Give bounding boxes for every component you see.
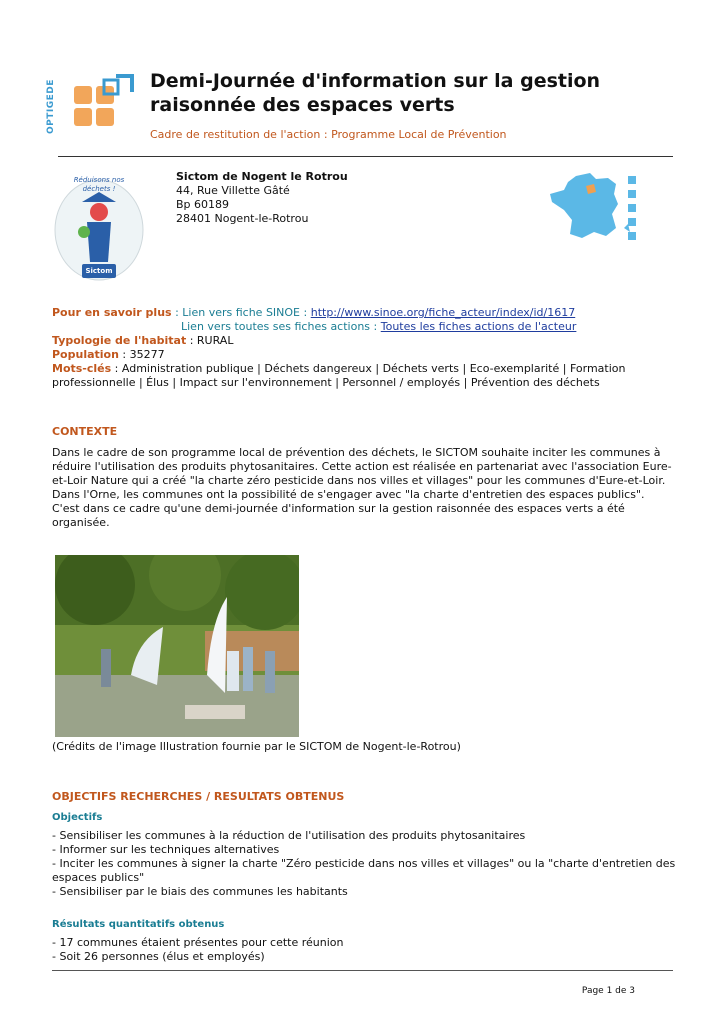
sinoe-link[interactable]: http://www.sinoe.org/fiche_acteur/index/id/1617	[310, 306, 576, 319]
optigede-logo-text: OPTIGEDE	[46, 79, 56, 134]
habitat-row	[52, 334, 677, 348]
population-label: Population	[52, 348, 119, 361]
contexte-text	[52, 446, 677, 530]
page-title-line1: Demi-Journée d'information sur la gestion	[150, 70, 601, 92]
org-address-line3: 28401 Nogent-le-Rotrou	[176, 212, 309, 225]
header-divider	[58, 156, 673, 157]
list-item: - 17 communes étaient présentes pour cette réunion	[52, 936, 344, 949]
illustration-photo	[55, 555, 299, 737]
contexte-paragraph-1: Dans le cadre de son programme local de prévention des déchets, le SICTOM souhaite inciter les communes à réduire l'utilisation des produits phytosanitaires. Cette action est réalisée en partenariat avec l'association Eure-et-Loir Nature qui a créé "la charte zéro pesticide dans nos villes et villages" pour les communes d'Eure-et-Loir. Dans l'Orne, les communes ont la possibilité de s'engager avec "la charte d'entretien des espaces publics".	[52, 446, 672, 501]
list-item: - Soit 26 personnes (élus et employés)	[52, 950, 265, 963]
population-value: : 35277	[118, 348, 165, 361]
objectifs-list	[52, 829, 677, 899]
list-item: - Informer sur les techniques alternatives	[52, 843, 280, 856]
page-title-line2: raisonnée des espaces verts	[150, 94, 455, 116]
org-address-line2: Bp 60189	[176, 198, 230, 211]
org-address	[176, 170, 348, 226]
sictom-logo-badge: Sictom	[85, 267, 113, 275]
objectifs-title: OBJECTIFS RECHERCHES / RESULTATS OBTENUS	[52, 790, 345, 803]
page-title	[150, 69, 710, 117]
actions-link-label: Lien vers toutes ses fiches actions :	[181, 320, 381, 333]
habitat-value: : RURAL	[186, 334, 234, 347]
keywords-label: Mots-clés	[52, 362, 112, 375]
more-info-label: Pour en savoir plus	[52, 306, 172, 319]
keywords-row	[52, 362, 677, 390]
france-map	[546, 170, 646, 246]
contexte-title: CONTEXTE	[52, 425, 118, 438]
population-row	[52, 348, 677, 362]
illustration-caption: (Crédits de l'image Illustration fournie par le SICTOM de Nogent-le-Rotrou)	[52, 740, 461, 753]
list-item: - Inciter les communes à signer la charte "Zéro pesticide dans nos villes et villages" ou la "charte d'entretien des espaces publics"	[52, 857, 676, 884]
sinoe-link-label: Lien vers fiche SINOE :	[182, 306, 311, 319]
more-info-row	[52, 306, 677, 320]
page-subtitle: Cadre de restitution de l'action : Programme Local de Prévention	[150, 128, 507, 141]
habitat-label: Typologie de l'habitat	[52, 334, 187, 347]
actions-link[interactable]: Toutes les fiches actions de l'acteur	[380, 320, 577, 333]
more-info-sep: :	[171, 306, 183, 319]
page-number: Page 1 de 3	[581, 986, 635, 996]
objectifs-subtitle: Objectifs	[52, 812, 103, 823]
actions-row	[52, 320, 677, 334]
optigede-logo	[54, 72, 134, 140]
footer-divider	[52, 970, 673, 971]
info-block	[52, 306, 677, 390]
sictom-logo	[52, 172, 146, 294]
contexte-paragraph-2: C'est dans ce cadre qu'une demi-journée d'information sur la gestion raisonnée des espaces verts a été organisée.	[52, 502, 625, 529]
results-subtitle: Résultats quantitatifs obtenus	[52, 919, 225, 930]
results-list	[52, 936, 677, 964]
org-name: Sictom de Nogent le Rotrou	[176, 170, 348, 183]
list-item: - Sensibiliser les communes à la réduction de l'utilisation des produits phytosanitaires	[52, 829, 526, 842]
keywords-value: : Administration publique | Déchets dangereux | Déchets verts | Eco-exemplarité | Formation professionnelle | Élus | Impact sur l'environnement | Personnel / employés | Prévention des déchets	[52, 362, 626, 389]
sictom-logo-text: Réduisons nos déchets !	[73, 176, 125, 193]
org-address-line1: 44, Rue Villette Gâté	[176, 184, 290, 197]
list-item: - Sensibiliser par le biais des communes les habitants	[52, 885, 348, 898]
